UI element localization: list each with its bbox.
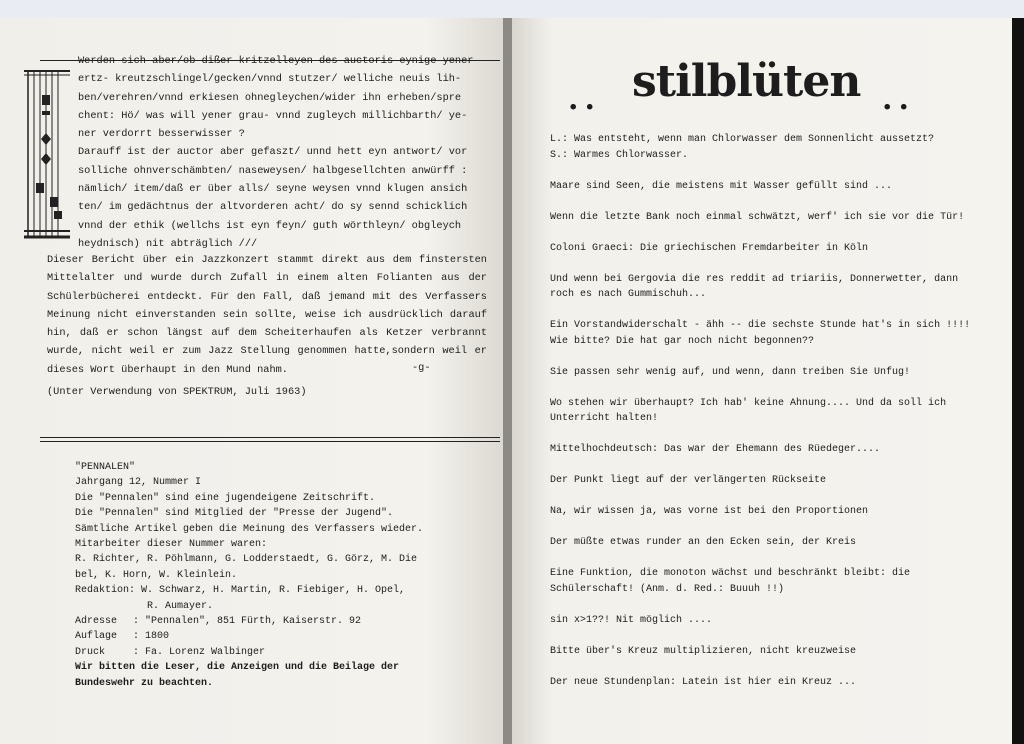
address-value: "Pennalen", 851 Fürth, Kaiserstr. 92 — [145, 616, 362, 628]
double-rule — [40, 437, 500, 442]
music-notation-icon — [22, 67, 72, 247]
book-gutter — [503, 18, 512, 744]
magazine-title: "PENNALEN" — [75, 462, 136, 473]
scan-background — [0, 0, 1024, 18]
list-item: Eine Funktion, die monoton wächst und beschränkt bleibt: die Schülerschaft! (Anm. d. Red.: Buuuh !!) — [550, 568, 911, 595]
list-item: Wenn die letzte Bank noch einmal schwätzt, werf' ich sie vor die Tür! — [550, 211, 965, 223]
page-title: stilblüten — [632, 56, 861, 107]
intro-line: chent: Hö/ was will yener grau- vnnd zugleych millichbarth/ ye- — [78, 109, 468, 122]
intro-line: vnnd der ethik (wellchs ist eyn feyn/ guth wörthleyn/ obgleych — [78, 219, 462, 232]
list-item: Der müßte etwas runder an den Ecken sein, der Kreis — [550, 537, 857, 548]
page-edge — [1012, 18, 1024, 744]
impressum-line: Die "Pennalen" sind Mitglied der "Presse der Jugend". — [75, 508, 394, 520]
list-item: Wo stehen wir überhaupt? Ich hab' keine Ahnung.... Und da soll ich Unterricht halten! — [550, 397, 947, 424]
intro-line: ben/verehren/vnnd erkiesen ohnegleychen/wider ihn erheben/spre — [78, 91, 462, 104]
list-item: Der Punkt liegt auf der verlängerten Rückseite — [550, 475, 827, 486]
separator: : — [133, 631, 140, 643]
contributors: R. Richter, R. Pöhlmann, G. Lodderstaedt, G. Görz, M. Die — [75, 554, 418, 566]
impressum-line: Die "Pennalen" sind eine jugendeigene Zeitschrift. — [75, 492, 376, 504]
intro-line: nämlich/ item/daß er über alls/ seyne weysen vnnd klugen ansich — [78, 183, 468, 196]
impressum-line: Sämtliche Artikel geben die Meinung des Verfassers wieder. — [75, 523, 424, 535]
list-item: L.: Was entsteht, wenn man Chlorwasser dem Sonnenlicht aussetzt? S.: Warmes Chlorwasser. — [550, 134, 935, 161]
list-item: Maare sind Seen, die meistens mit Wasser gefüllt sind ... — [550, 180, 893, 192]
separator: : — [133, 646, 140, 658]
circulation-value: 1800 — [145, 631, 170, 643]
printer-value: Fa. Lorenz Walbinger — [145, 646, 266, 658]
redaktion: Redaktion: W. Schwarz, H. Martin, R. Fiebiger, H. Opel, — [75, 585, 406, 597]
list-item: Na, wir wissen ja, was vorne ist bei den Proportionen — [550, 506, 869, 517]
report-paragraph: Dieser Bericht über ein Jazzkonzert stammt direkt aus dem finstersten Mittelalter und wurde durch Zufall in einem alten Folianten aus der Schülerbücherei entdeckt. Für den Fall, daß jemand mit des Verfassers Meinung nicht einverstanden sein sollte, weise ich ausdrücklich darauf hin, daß er schon längst auf dem Scheiterhaufen als Ketzer verbrannt wurde, nicht weil er zum Jazz Stellung genommen hatte,sondern weil er dieses Wort überhaupt in den Mund nahm. — [47, 254, 487, 376]
redaktion: R. Aumayer. — [147, 600, 214, 612]
contributors: bel, K. Horn, W. Kleinlein. — [75, 569, 238, 581]
intro-line: Darauff ist der auctor aber gefaszt/ unnd hett eyn antwort/ vor — [78, 146, 468, 159]
issue-number: Jahrgang 12, Nummer I — [75, 477, 202, 489]
source-note: (Unter Verwendung von SPEKTRUM, Juli 1963) — [47, 386, 307, 398]
intro-line: ner verdorrt besserwisser ? — [78, 128, 245, 141]
list-item: Mittelhochdeutsch: Das war der Ehemann des Rüedeger.... — [550, 444, 881, 455]
address-row — [75, 614, 495, 629]
author-signature: -g- — [412, 362, 431, 374]
closing-note: Bundeswehr zu beachten. — [75, 677, 214, 689]
closing-note: Wir bitten die Leser, die Anzeigen und die Beilage der — [75, 662, 400, 674]
list-item: Ein Vorstandwiderschalt - ähh -- die sechste Stunde hat's in sich !!!! Wie bitte? Die hat gar noch nicht begonnen?? — [550, 320, 971, 347]
impressum-line: Mitarbeiter dieser Nummer waren: — [75, 539, 268, 551]
intro-line: ten/ im gedächtnus der altvorderen acht/ do sy sennd schicklich — [78, 201, 468, 214]
impressum — [75, 460, 495, 691]
list-item: Coloni Graeci: Die griechischen Fremdarbeiter in Köln — [550, 242, 869, 254]
circulation-label: Auflage — [75, 631, 118, 643]
quote-list — [550, 132, 980, 706]
headline-dots: .. — [882, 82, 915, 117]
list-item: Und wenn bei Gergovia die res reddit ad triariis, Donnerwetter, dann roch es nach Gummischuh... — [550, 273, 959, 300]
headline — [560, 56, 960, 116]
circulation-row — [75, 629, 495, 644]
intro-line: Werden sich aber/ob dißer kritzelleyen des auctoris eynige yener — [78, 55, 474, 67]
intro-line: heydnisch) nit abträglich /// — [78, 237, 258, 250]
list-item: sin x>1??! Nit möglich .... — [550, 614, 713, 626]
intro-line: solliche ohnverschämbten/ naseweysen/ halbgesellchten anwürff : — [78, 164, 468, 177]
headline-dots: .. — [568, 82, 601, 117]
intro-line: ertz- kreutzschlingel/gecken/vnnd stutzer/ welliche neuis lih- — [78, 73, 462, 86]
list-item: Der neue Stundenplan: Latein ist hier ein Kreuz ... — [550, 676, 857, 688]
list-item: Bitte über's Kreuz multiplizieren, nicht kreuzweise — [550, 645, 857, 657]
printer-row — [75, 645, 495, 660]
printer-label: Druck — [75, 646, 106, 658]
list-item: Sie passen sehr wenig auf, und wenn, dann treiben Sie Unfug! — [550, 366, 911, 378]
intro-text — [78, 52, 480, 253]
address-label: Adresse — [75, 616, 118, 628]
separator: : — [133, 616, 140, 628]
